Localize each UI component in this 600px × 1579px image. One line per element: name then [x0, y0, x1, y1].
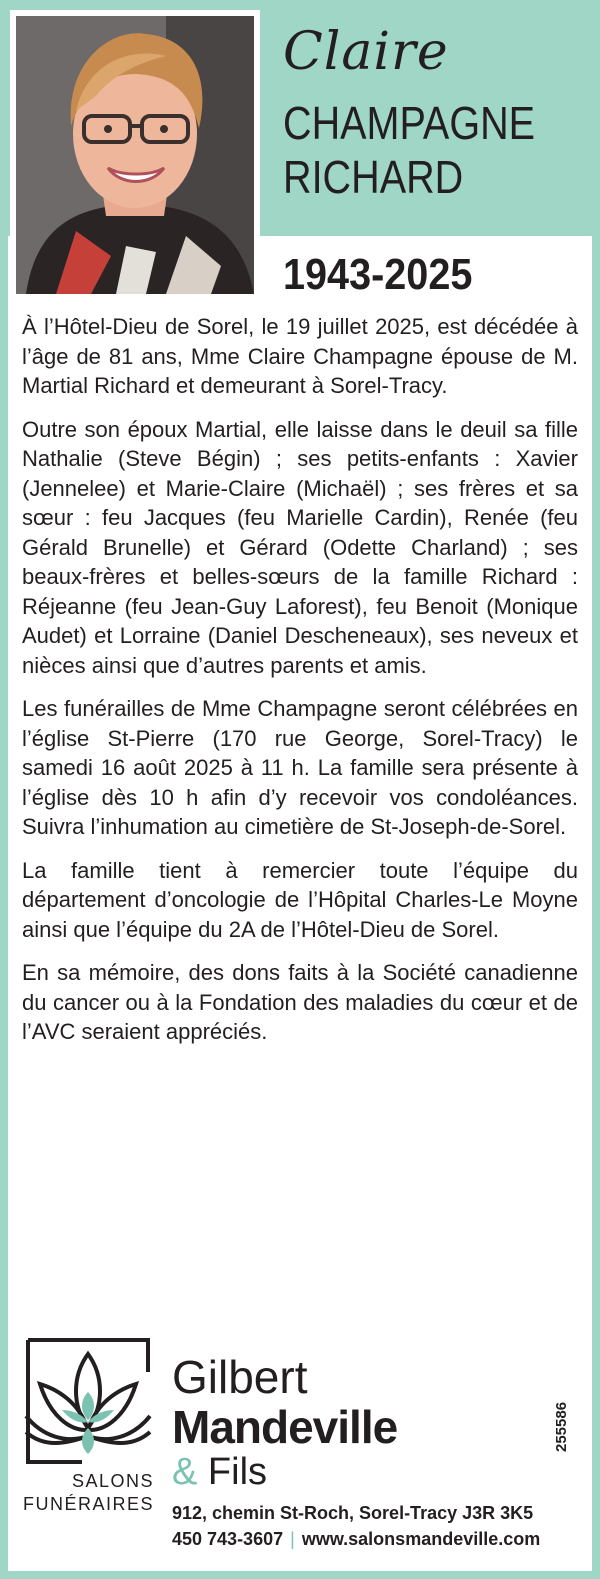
paragraph-donations: En sa mémoire, des dons faits à la Société canadienne du cancer ou à la Fondation des maladies du cœur et de l’AVC seraient appréciés. [22, 960, 578, 1044]
funeral-home-address: 912, chemin St-Roch, Sorel-Tracy J3R 3K5 [172, 1503, 534, 1523]
paragraph-death-notice: À l’Hôtel-Dieu de Sorel, le 19 juillet 2025, est décédée à l’âge de 81 ans, Mme Claire Champagne épouse de M. Martial Richard et demeurant à Sorel-Tracy. [22, 314, 578, 398]
ad-reference-number: 255586 [553, 1401, 570, 1452]
brand-name-mandeville: Mandeville [172, 1401, 398, 1453]
funeral-home-logo [22, 1336, 154, 1466]
contact-separator: | [290, 1529, 295, 1549]
brand-name-gilbert: Gilbert [172, 1351, 308, 1403]
brand-ampersand: & [172, 1451, 198, 1493]
contact-line [172, 1526, 540, 1552]
funeraires-label: FUNÉRAIRES [22, 1494, 154, 1514]
deceased-last-name-2: RICHARD [283, 151, 464, 203]
left-border [0, 0, 8, 1579]
salons-funeraires-label [20, 1470, 154, 1516]
brand-name-fils [172, 1452, 267, 1492]
portrait-photo [16, 16, 254, 294]
funeral-home-phone: 450 743-3607 [172, 1529, 284, 1549]
portrait-illustration [16, 16, 254, 294]
life-years: 1943-2025 [283, 250, 473, 299]
lotus-icon [22, 1336, 154, 1466]
obituary-text [22, 312, 578, 1061]
deceased-first-name: Claire [283, 22, 449, 82]
bottom-border [0, 1571, 600, 1579]
portrait-frame [10, 10, 260, 300]
funeral-home-website: www.salonsmandeville.com [301, 1529, 541, 1549]
brand-fils: Fils [207, 1451, 268, 1493]
paragraph-thanks: La famille tient à remercier toute l’équipe du département d’oncologie de l’Hôpital Charles-Le Moyne ainsi que l’équipe du 2A de l’Hôtel-Dieu de Sorel. [22, 857, 578, 942]
deceased-last-names [283, 96, 535, 204]
funeral-home-contact [172, 1500, 540, 1552]
right-border [592, 0, 600, 1579]
salons-label: SALONS [71, 1471, 154, 1491]
paragraph-survivors: Outre son époux Martial, elle laisse dans le deuil sa fille Nathalie (Steve Bégin) ; ses petits-enfants : Xavier (Jennelee) et Marie-Claire (Michaël) ; ses frères et sa sœur : feu Jacques (feu Marielle Cardin), Renée (feu Gérald Brunelle) et Gérard (Odette Charland) ; ses beaux-frères et belles-sœurs de la famille Richard : Réjeanne (feu Jean-Guy Laforest), feu Benoit (Monique Audet) et Lorraine (Daniel Descheneaux), ses neveux et nièces ainsi que d’autres parents et amis. [22, 416, 578, 678]
paragraph-funeral-details: Les funérailles de Mme Champagne seront célébrées en l’église St-Pierre (170 rue George, Sorel-Tracy) le samedi 16 août 2025 à 11 h. La famille sera présente à l’église dès 10 h afin d’y recevoir vos condoléances. Suivra l’inhumation au cimetière de St-Joseph-de-Sorel. [22, 696, 578, 839]
deceased-last-name-1: CHAMPAGNE [283, 97, 536, 149]
